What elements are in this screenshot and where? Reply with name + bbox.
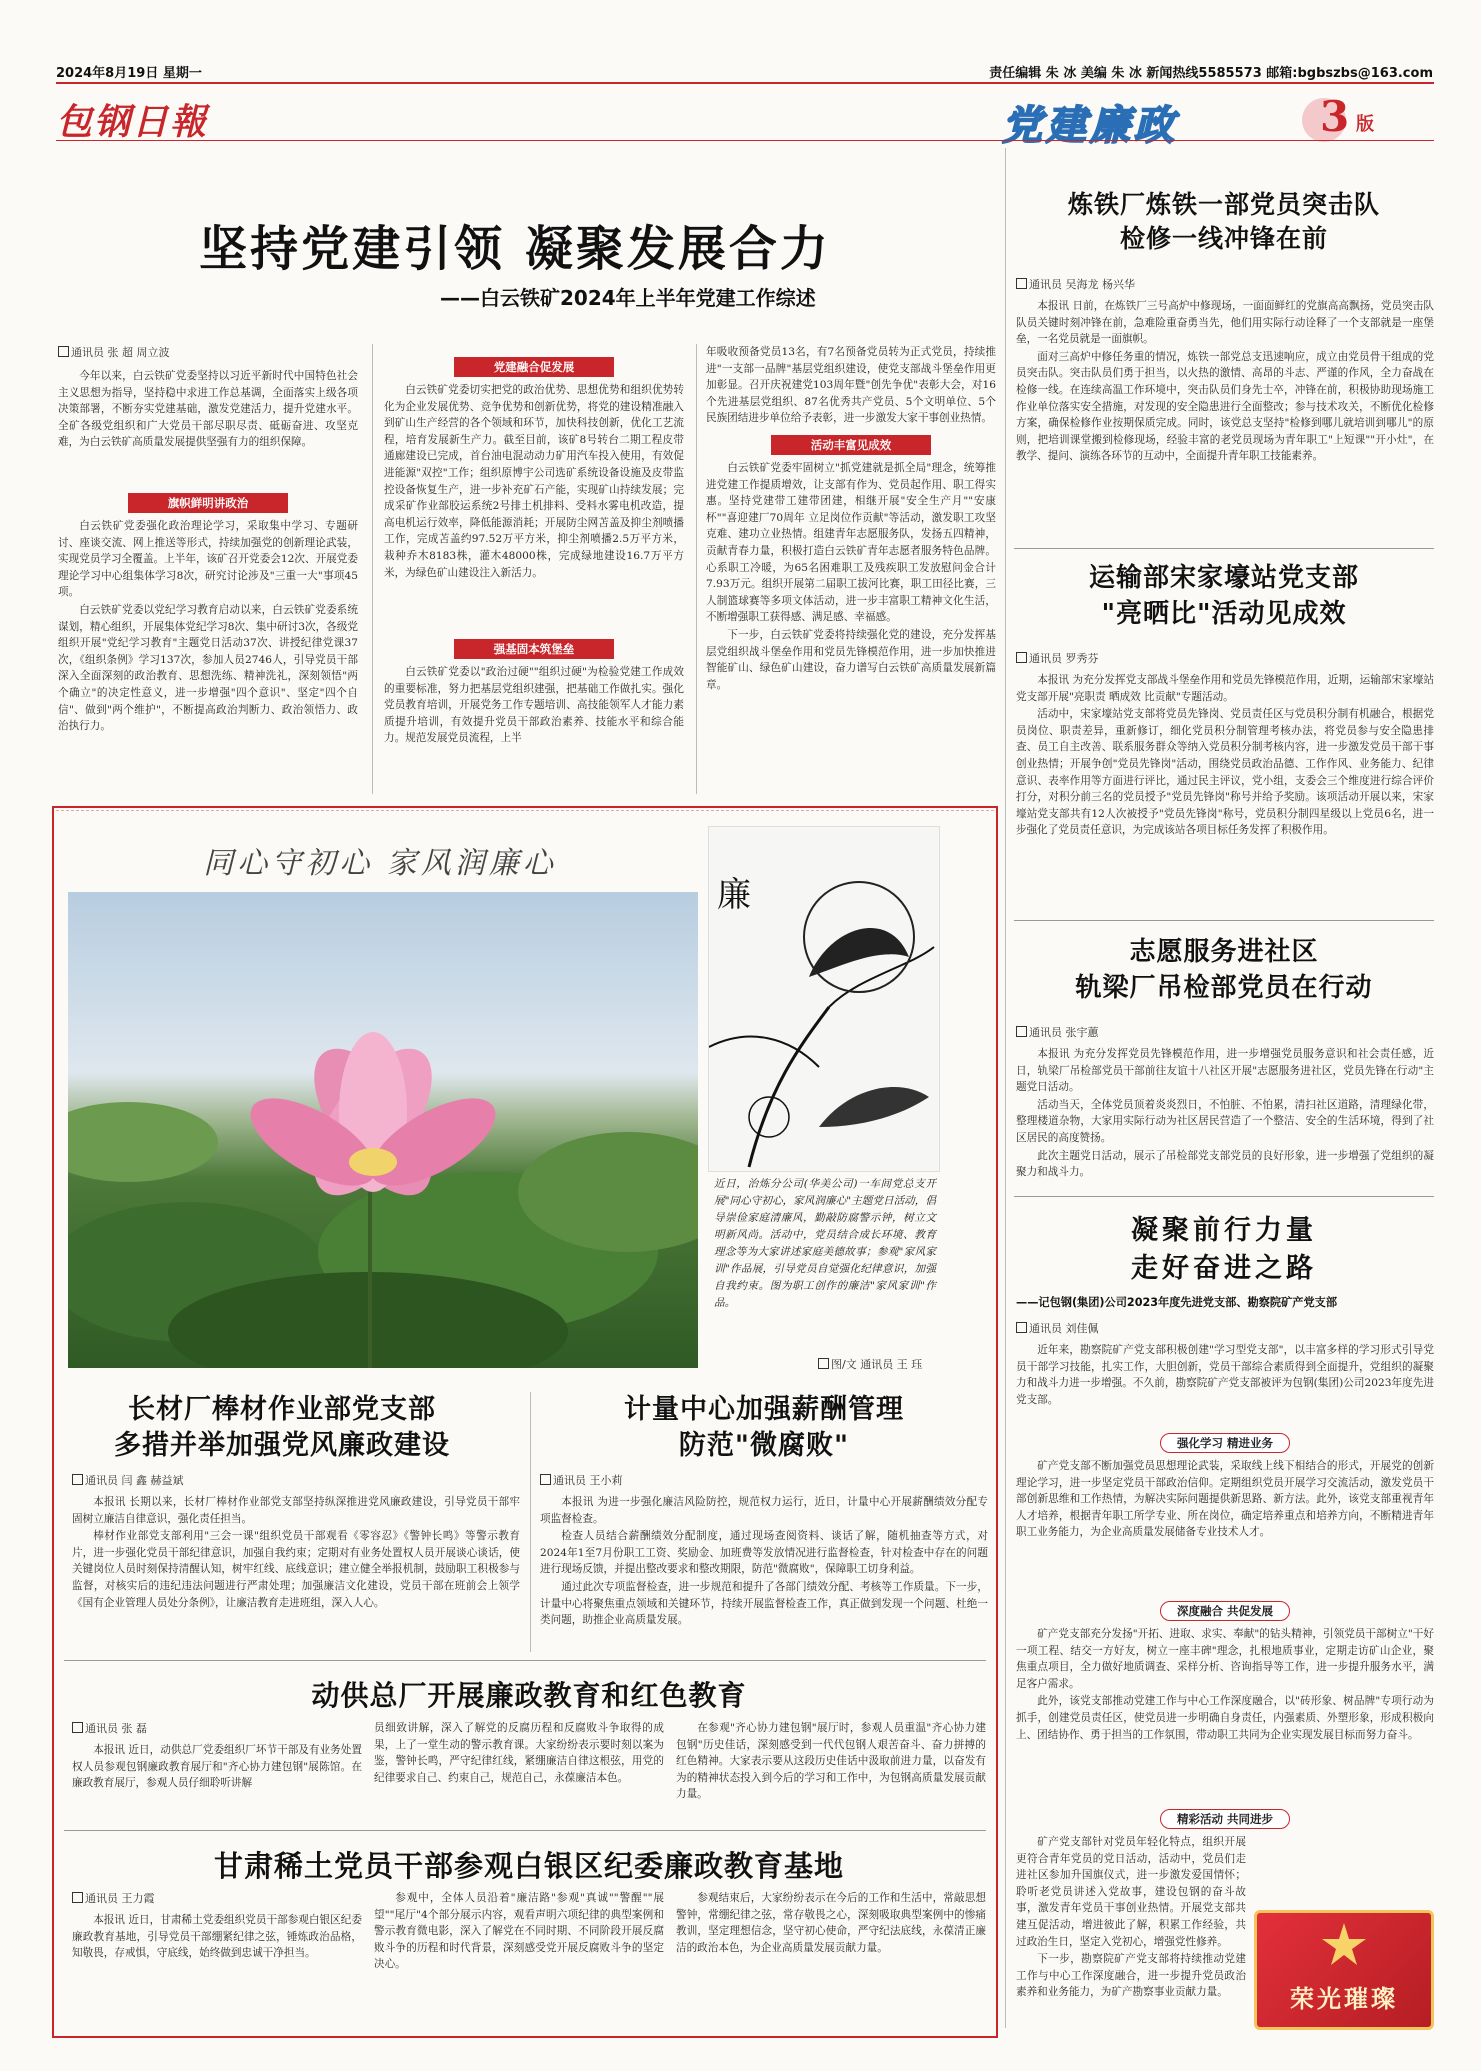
right4-sec1-body bbox=[1016, 1458, 1434, 1542]
right2-title bbox=[1014, 560, 1434, 632]
article-a-p1: 本报讯 长期以来，长材厂棒材作业部党支部坚持纵深推进党风廉政建设，引导党员干部牢固树立廉洁自律意识，强化责任担当。 bbox=[72, 1496, 520, 1525]
right3-title-line2: 轨梁厂吊检部党员在行动 bbox=[1075, 973, 1373, 1003]
feature-rule-1 bbox=[64, 1660, 986, 1661]
right-rule-3 bbox=[1014, 1196, 1434, 1197]
feature-caption: 近日，治炼分公司(华美公司)一车间党总支开展"同心守初心，家风润廉心"主题党日活动，倡导崇俭家庭清廉风，勤敲防腐警示钟，树立文明新风尚。活动中，党员结合成长环境、教育理念等为大家讲述家庭美德故事；参观"家风家训"作品展，引导党员自觉强化纪律意识，加强自我约束。图为职工创作的廉洁"家风家训"作品。 bbox=[714, 1178, 936, 1309]
lead-subtitle: ——白云铁矿2024年上半年党建工作综述 bbox=[440, 286, 816, 310]
right4-sec1-title: 强化学习 精进业务 bbox=[1160, 1433, 1290, 1453]
lead-sec3-p1: 白云铁矿党委以"政治过硬""组织过硬"为检验党建工作成效的重要标准，努力把基层党组织建强，把基础工作做扎实。强化党员教育培训，开展党务工作专题培训、高技能领军人才能力素质提升培训，有效提升党员干部政治素养、技能水平和综合能力。规范发展党员流程，上半 bbox=[384, 666, 684, 745]
right4-sec1-p1: 矿产党支部不断加强党员思想理论武装，采取线上线下相结合的形式，开展党的创新理论学习，进一步坚定党员干部政治信仰。定期组织党员开展学习交流活动，激发党员干部创新思维和工作热情，为解决实际问题提供新思路、新方法。此外，该党支部重视青年人才培养，根据青年职工所学专业、所在岗位，确定培养重点和培养方向，不断精进青年职工业务能力，为企业高质量发展储备专业技术人才。 bbox=[1016, 1460, 1434, 1539]
lead-sec4-p1: 白云铁矿党委牢固树立"抓党建就是抓全局"理念，统筹推进党建工作提质增效，让支部有作为、党员起作用、职工得实惠。坚持党建带工建带团建，相继开展"安全生产月""安康杯""喜迎建厂70周年 立足岗位作贡献"等活动，激发职工攻坚克难、建功立业热情。组建青年志愿服务队，发扬五四精神，贡献青春力量，积极打造白云铁矿青年志愿者服务特色品牌。心系职工冷暖，为65名困难职工及残疾职工发放慰问金合计7.93万元。组织开展第二届职工拔河比赛，职工田径比赛，三人制篮球赛等多项文体活动，进一步丰富职工精神文化生活，不断增强职工获得感、满足感、幸福感。 bbox=[706, 462, 996, 624]
article-b-body bbox=[540, 1494, 988, 1630]
right-rule-1 bbox=[1014, 548, 1434, 549]
header-rule-top bbox=[56, 82, 1434, 84]
right1-p2: 面对三高炉中修任务重的情况，炼铁一部党总支迅速响应，成立由党员骨干组成的党员突击队。突击队员们勇于担当，以火热的激情、高昂的斗志、严谨的作风，全力奋战在检修一线。在连续高温工作环境中，突击队员们身先士卒，冲锋在前，积极协助现场施工作业单位落实安全措施，对发现的安全隐患进行全面整改；参与技术攻关，不断优化检修方案，确保检修作业按期保质完成。同时，该党总支坚持"检修到哪儿就培训到哪儿"的原则，把培训课堂搬到检修现场，经验丰富的老党员现场为青年职工"上短课""开小灶"，在教学、提问、演练各环节的互动中，全面提升青年职工技能素养。 bbox=[1016, 350, 1434, 463]
article-b-p2: 检查人员结合薪酬绩效分配制度，通过现场查阅资料、谈话了解，随机抽查等方式，对2024年1至7月份职工工资、奖励金、加班费等发放情况进行监督检查，针对检查中存在的问题进行现场反馈，并提出整改要求和整改期限，防范"微腐败"，保障职工切身利益。 bbox=[540, 1530, 988, 1576]
article-d-byline: 通讯员 王力霞 bbox=[72, 1890, 155, 1906]
article-d-col2: 参观中，全体人员沿着"廉洁路"参观"真诚""警醒""展望""尾厅"4个部分展示内容，观看声明六项纪律的典型案例和警示教育微电影，深入了解党在不同时期、不同阶段开展反腐败斗争的历程和时代背景，深刻感受党开展反腐败斗争的坚定决心。 bbox=[374, 1892, 664, 1971]
ink-art-character: 廉 bbox=[717, 875, 751, 915]
lead-title: 坚持党建引领 凝聚发展合力 bbox=[199, 221, 831, 277]
article-c-col1: 本报讯 近日，动供总厂党委组织厂坏节干部及有业务处置权人员参观包钢廉政教育展厅和"齐心协力建包钢"展陈馆。在廉政教育展厅，参观人员仔细聆听讲解 bbox=[72, 1744, 362, 1790]
right4-sec3-title: 精彩活动 共同进步 bbox=[1160, 1809, 1290, 1829]
lotus-photo bbox=[68, 892, 698, 1368]
lead-sec1-p1: 白云铁矿党委强化政治理论学习，采取集中学习、专题研讨、座谈交流、网上推送等形式，持续加强党的创新理论武装，实现党员学习全覆盖。上半年，该矿召开党委会12次、开展党委理论学习中心组集体学习8次，研究讨论涉及"三重一大"事项45项。 bbox=[58, 520, 358, 599]
feature-credit: 图/文 通讯员 王 珏 bbox=[818, 1356, 922, 1372]
lead-col3 bbox=[706, 344, 996, 428]
right2-byline: 通讯员 罗秀芬 bbox=[1016, 650, 1099, 666]
feature-rule-2 bbox=[64, 1830, 986, 1831]
article-a-p2: 棒材作业部党支部利用"三会一课"组织党员干部观看《零容忍》《警钟长鸣》等警示教育片，进一步强化党员干部纪律意识，加强自我约束；定期对有业务处置权人员开展谈心谈话，使关键岗位人员时刻保持清醒认知，树牢红线、底线意识；建立健全举报机制，鼓励职工积极参与监督，对核实后的违纪违法问题进行严肃处理；加强廉洁文化建设，党员干部在班前会上领学《国有企业管理人员处分条例》，让廉洁教育走进班组，深入人心。 bbox=[72, 1530, 520, 1609]
article-a-title-line2: 多措并举加强党风廉政建设 bbox=[114, 1430, 450, 1461]
issue-date: 2024年8月19日 星期一 bbox=[56, 66, 202, 81]
article-b-title-line2: 防范"微腐败" bbox=[678, 1430, 850, 1461]
right4-subtitle: ——记包钢(集团)公司2023年度先进党支部、勘察院矿产党支部 bbox=[1016, 1296, 1338, 1309]
lead-sec3-body bbox=[384, 664, 684, 748]
lead-sec4-p2: 下一步，白云铁矿党委将持续强化党的建设，充分发挥基层党组织战斗堡垒作用和党员先锋模范作用，进一步加快推进智能矿山、绿色矿山建设，奋力谱写白云铁矿高质量发展新篇章。 bbox=[706, 628, 996, 691]
right4-sec2-title: 深度融合 共促发展 bbox=[1160, 1601, 1290, 1621]
right2-title-line2: "亮晒比"活动见成效 bbox=[1101, 599, 1347, 629]
article-a-title-line1: 长材厂棒材作业部党支部 bbox=[128, 1394, 436, 1425]
paper-name-logo: 包钢日報 bbox=[56, 101, 209, 143]
lead-sec1-p2: 白云铁矿党委以党纪学习教育启动以来，白云铁矿党委系统谋划，精心组织，开展集体党纪学习8次、集中研讨3次，各级党组织开展"党纪学习教育"主题党日活动37次、讲授纪律党课37次，《组织条例》学习137次，参加人员2746人，引导党员干部深入全面深刻的政治教育、思想洗练、精神洗礼，深刻领悟"两个确立"的决定性意义，进一步增强"四个意识"、坚定"四个自信"、做到"两个维护"，不断提高政治判断力、政治领悟力、政治执行力。 bbox=[58, 603, 358, 733]
right4-sec2-body bbox=[1016, 1626, 1434, 1744]
article-c-col2: 员细致讲解，深入了解党的反腐历程和反腐败斗争取得的成果，上了一堂生动的警示教育课。大家纷纷表示要时刻以案为鉴，警钟长鸣，严守纪律红线，紧绷廉洁自律这根弦，用党的纪律要求自己、约束自己，规范自己，永葆廉洁本色。 bbox=[374, 1722, 664, 1784]
honor-badge bbox=[1254, 1910, 1434, 2030]
lead-sec1-title: 旗帜鲜明讲政治 bbox=[128, 493, 289, 513]
article-c-title: 动供总厂开展廉政教育和红色教育 bbox=[311, 1679, 747, 1712]
lead-sec2-title: 党建融合促发展 bbox=[454, 357, 615, 377]
feature-title: 同心守初心 家风润廉心 bbox=[203, 846, 557, 881]
right2-body bbox=[1016, 672, 1434, 840]
right3-body bbox=[1016, 1046, 1434, 1182]
lead-sec2-head bbox=[384, 356, 684, 377]
honor-badge-label: 荣光璀璨 bbox=[1290, 1985, 1398, 2013]
right1-title-line1: 炼铁厂炼铁一部党员突击队 bbox=[1067, 190, 1380, 219]
article-d-col3: 参观结束后，大家纷纷表示在今后的工作和生活中，常敲思想警钟，常绷纪律之弦，常存敬畏之心，深刻吸取典型案例中的惨痛教训，坚定理想信念，坚守初心使命，严守纪法底线，永葆清正廉洁的政治本色，为企业高质量发展贡献力量。 bbox=[676, 1892, 986, 1954]
section-name: 党建廉政 bbox=[1002, 103, 1178, 149]
lead-col3-p1: 年吸收预备党员13名，有7名预备党员转为正式党员，持续推进"一支部一品牌"基层党组织建设，使党支部战斗堡垒作用更加彰显。召开庆祝建党103周年暨"创先争优"表彰大会，对16个先进基层党组织、87名优秀共产党员、5个文明单位、5个民族团结进步单位给予表彰，进一步激发大家干事创业热情。 bbox=[706, 346, 996, 425]
lead-sec2-body bbox=[384, 382, 684, 582]
article-c-byline: 通讯员 张 磊 bbox=[72, 1720, 147, 1736]
article-d-title: 甘肃稀土党员干部参观白银区纪委廉政教育基地 bbox=[213, 1849, 844, 1883]
article-a-body bbox=[72, 1494, 520, 1612]
right3-byline: 通讯员 张宇蕙 bbox=[1016, 1024, 1099, 1040]
article-a-byline: 通讯员 闫 鑫 赫益斌 bbox=[72, 1472, 184, 1488]
right1-title bbox=[1014, 188, 1434, 256]
right1-body bbox=[1016, 298, 1434, 466]
article-d-col1: 本报讯 近日，甘肃稀土党委组织党员干部参观白银区纪委廉政教育基地，引导党员干部绷紧纪律之弦，锤炼政治品格，知敬畏，存戒惧，守底线，始终做到忠诚干净担当。 bbox=[72, 1914, 362, 1960]
right3-p2: 活动当天，全体党员顶着炎炎烈日，不怕脏、不怕累，清扫社区道路，清理绿化带，整理楼道杂物，大家用实际行动为社区居民营造了一个整洁、安全的生活环境，得到了社区居民的高度赞扬。 bbox=[1016, 1098, 1434, 1144]
lead-sec1-head bbox=[58, 492, 358, 513]
right2-title-line1: 运输部宋家壕站党支部 bbox=[1088, 563, 1359, 593]
lead-sec1-body bbox=[58, 518, 358, 736]
header-rule-bottom bbox=[56, 140, 1434, 141]
right4-sec3-head bbox=[1016, 1808, 1434, 1829]
lead-sec4-head bbox=[706, 434, 996, 455]
feature-col-divider bbox=[530, 1392, 531, 1652]
right1-p1: 本报讯 日前，在炼铁厂三号高炉中修现场，一面面鲜红的党旗高高飘扬，党员突击队队员关键时刻冲锋在前，急难险重奋勇当先，他们用实际行动诠释了一个支部就是一座堡垒，一名党员就是一面旗帜。 bbox=[1016, 300, 1434, 346]
lead-sec3-title: 强基固本筑堡垒 bbox=[454, 639, 615, 659]
lotus-illustration bbox=[68, 892, 698, 1368]
right2-p2: 活动中，宋家壕站党支部将党员先锋岗、党员责任区与党员积分制有机融合，根据党员岗位、职责差异，重新修订，细化党员积分制管理考核办法，将党员参与安全隐患排查、员工自主改善、联系服务群众等纳入党员积分制考核内容，进一步激发党员干部干事创业热情；开展争创"党员先锋岗"活动，围绕党员政治品德、工作作风、业务能力、纪律意识、表率作用等方面进行评比，通过民主评议，党小组，支委会三个维度进行综合评价打分，对积分前三名的党员授予"党员先锋岗"称号并给予奖励。该项活动开展以来，宋家壕站党支部共有12人次被授予"党员先锋岗"称号，党员积分制四星级以上党员6名，进一步强化了党员责任意识，为完成该站各项目标任务发挥了积极作用。 bbox=[1016, 708, 1434, 837]
article-b-byline: 通讯员 王小莉 bbox=[540, 1472, 623, 1488]
lead-col-divider-2 bbox=[696, 344, 697, 794]
lead-sec3-head bbox=[384, 638, 684, 659]
lead-col-divider-1 bbox=[372, 344, 373, 794]
right3-title bbox=[1014, 934, 1434, 1006]
right4-sec2-p1: 矿产党支部充分发扬"开拓、进取、求实、奉献"的钻头精神，引领党员干部树立"干好一项工程、结交一方好友，树立一座丰碑"理念，扎根地质事业，定期走访矿山企业，聚焦重点项目，全力做好地质调查、采样分析、咨询指导等工作，进一步提升服务水平，满足客户需求。 bbox=[1016, 1628, 1434, 1690]
right3-title-line1: 志愿服务进社区 bbox=[1129, 937, 1319, 967]
editor-info: 责任编辑 朱 冰 美编 朱 冰 新闻热线5585573 邮箱:bgbszbs@163.com bbox=[989, 66, 1433, 81]
right2-p1: 本报讯 为充分发挥党支部战斗堡垒作用和党员先锋模范作用，近期，运输部宋家壕站党支部开展"亮职责 晒成效 比贡献"专题活动。 bbox=[1016, 674, 1434, 703]
lead-col1 bbox=[58, 368, 358, 452]
article-b-title-line1: 计量中心加强薪酬管理 bbox=[624, 1394, 904, 1425]
right4-title-line1: 凝聚前行力量 bbox=[1131, 1215, 1317, 1246]
right4-intro: 近年来，勘察院矿产党支部积极创建"学习型党支部"，以丰富多样的学习形式引导党员干部学习技能，扎实工作，大胆创新，党员干部综合素质得到全面提升，党组织的凝聚力和战斗力进一步增强。不久前，勘察院矿产党支部被评为包钢(集团)公司2023年度先进党支部。 bbox=[1016, 1344, 1434, 1406]
right4-title bbox=[1014, 1212, 1434, 1288]
article-b-title bbox=[540, 1392, 988, 1464]
lead-sec4-body bbox=[706, 460, 996, 694]
right4-byline: 通讯员 刘佳佩 bbox=[1016, 1320, 1099, 1336]
page-suffix: 版 bbox=[1356, 114, 1374, 135]
right1-title-line2: 检修一线冲锋在前 bbox=[1119, 224, 1328, 253]
right3-p1: 本报讯 为充分发挥党员先锋模范作用，进一步增强党员服务意识和社会责任感，近日，轨梁厂吊检部党员干部前往友谊十八社区开展"志愿服务进社区，党员先锋在行动"主题党日活动。 bbox=[1016, 1048, 1434, 1094]
page-number: 3 bbox=[1320, 92, 1350, 141]
right4-sec2-head bbox=[1016, 1600, 1434, 1621]
lead-intro: 今年以来，白云铁矿党委坚持以习近平新时代中国特色社会主义思想为指导，坚持稳中求进工作总基调，全面落实上级各项决策部署，不断夯实党建基础，激发党建活力，提升党建水平。全矿各级党组织和广大党员干部尽职尽责、砥砺奋进、攻坚克难，为白云铁矿高质量发展提供坚强有力的组织保障。 bbox=[58, 370, 358, 449]
right4-title-line2: 走好奋进之路 bbox=[1131, 1253, 1317, 1284]
article-c-col3: 在参观"齐心协力建包钢"展厅时，参观人员重温"齐心协力建包钢"历史佳话，深刻感受到一代代包钢人艰苦奋斗、奋力拼搏的红色精神。大家表示要从这段历史佳话中汲取前进力量，以奋发有为的精神状态投入到今后的学习和工作中，为包钢高质量发展贡献力量。 bbox=[676, 1722, 986, 1801]
lead-byline: 通讯员 张 超 周立波 bbox=[58, 344, 170, 360]
right4-sec3-p1: 矿产党支部针对党员年轻化特点，组织开展更符合青年党员的党日活动，活动中，党员们走进社区参加升国旗仪式，进一步激发爱国情怀；聆听老党员讲述入党故事，建设包钢的奋斗故事，激发青年党员干事创业热情。开展党支部共建互促活动，增进彼此了解，积累工作经验，共过政治生日，坚定入党初心，增强党性修养。 bbox=[1016, 1836, 1246, 1948]
right4-sec1-head bbox=[1016, 1432, 1434, 1453]
right-rule-2 bbox=[1014, 920, 1434, 921]
right3-p3: 此次主题党日活动，展示了吊检部党支部党员的良好形象，进一步增强了党组织的凝聚力和战斗力。 bbox=[1016, 1149, 1434, 1179]
star-icon bbox=[1257, 1917, 1431, 1977]
ink-artwork bbox=[708, 826, 940, 1172]
right1-byline: 通讯员 吴海龙 杨兴华 bbox=[1016, 276, 1135, 292]
right4-sec3-p2: 下一步，勘察院矿产党支部将持续推动党建工作与中心工作深度融合，进一步提升党员政治素养和业务能力，为矿产勘察事业贡献力量。 bbox=[1016, 1953, 1246, 1999]
article-b-p3: 通过此次专项监督检查，进一步规范和提升了各部门绩效分配、考核等工作质量。下一步，计量中心将聚焦重点领域和关键环节，持续开展监督检查工作，真正做到发现一个问题、杜绝一类问题，助推企业高质量发展。 bbox=[540, 1580, 988, 1627]
right4-sec3-body bbox=[1016, 1834, 1246, 2002]
lead-sec4-title: 活动丰富见成效 bbox=[771, 435, 932, 455]
article-a-title bbox=[72, 1392, 492, 1464]
right4-sec2-p2: 此外，该党支部推动党建工作与中心工作深度融合，以"砖形象、树品牌"专项行动为抓手，创建党员责任区，使党员进一步明确自身责任，内强素质、外塑形象，形成积极向上、团结协作、勇于担当的工作氛围，带动职工共同为企业实现发展目标而努力奋斗。 bbox=[1016, 1695, 1434, 1741]
article-b-p1: 本报讯 为进一步强化廉洁风险防控，规范权力运行，近日，计量中心开展薪酬绩效分配专项监督检查。 bbox=[540, 1496, 988, 1525]
column-divider bbox=[1005, 148, 1006, 2028]
lead-sec2-p1: 白云铁矿党委切实把党的政治优势、思想优势和组织优势转化为企业发展优势、竞争优势和创新优势，将党的建设精准融入到矿山生产经营的各个领域和环节，加快科技创新，优化工艺流程，培育发展新生产力。截至目前，该矿8号转台二期工程皮带通廊建设已完成，首台油电混动动力矿用汽车投入使用，有效促进能源"双控"工作；组织原博宇公司选矿系统设备设施及皮带监控设备恢复生产，进一步补充矿石产能，实现矿山持续发展；完成采矿作业部胶运系统2号排土机排料、受料水雾电机改造，提高电机运行效率，降低能源消耗；开展防尘网苫盖及抑尘剂喷播工作，完成苫盖约97.52万平方米，抑尘剂喷播2.5万平方米，栽种乔木8183株，灌木48000株，完成绿地建设16.7万平方米，为绿色矿山建设注入新活力。 bbox=[384, 384, 684, 579]
